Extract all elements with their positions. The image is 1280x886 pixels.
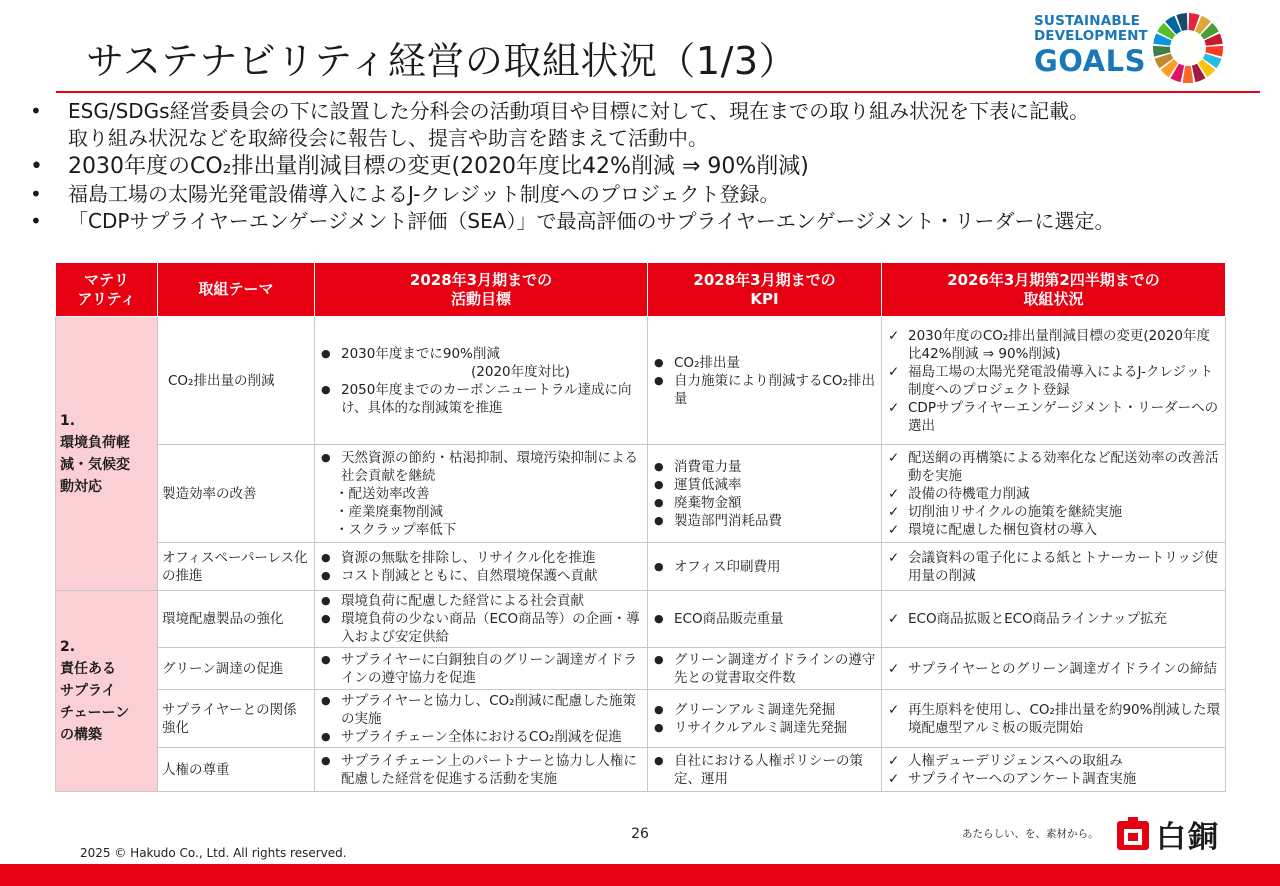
list-item: ● 資源の無駄を排除し、リサイクル化を推進: [321, 549, 596, 566]
list-item: ● オフィス印刷費用: [654, 558, 781, 575]
materiality-supply-chain: 2. 責任ある サプライ チェーーン の構築: [56, 591, 158, 792]
check-icon: ✓: [888, 611, 900, 627]
goals-cell: [315, 690, 648, 748]
goals-cell: [315, 591, 648, 648]
table-row: [56, 317, 1226, 445]
summary-bullet-text: 2030年度のCO₂排出量削減目標の変更(2020年度比42%削減 ⇒ 90%削減): [68, 154, 809, 179]
check-icon: ✓: [888, 399, 900, 416]
bullet-dot: •: [30, 154, 43, 179]
list-item: ✓ サプライヤーへのアンケート調査実施: [888, 770, 1137, 787]
check-icon: ✓: [888, 770, 900, 787]
goals-cell: [315, 748, 648, 792]
copyright: 2025 © Hakudo Co., Ltd. All rights reserved.: [80, 846, 347, 860]
list-item: ● リサイクルアルミ調達先発掘: [654, 719, 848, 736]
check-icon: ✓: [888, 549, 900, 566]
summary-bullet: [30, 98, 1250, 152]
kpi-cell: [648, 543, 882, 591]
list-item: ✓ 再生原料を使用し、CO₂排出量を約90%削減した環境配慮型アルミ板の販売開始: [888, 701, 1220, 736]
page-number: 26: [631, 826, 649, 842]
check-icon: ✓: [888, 363, 900, 380]
check-icon: ✓: [888, 503, 900, 520]
list-item: ● サプライヤーに白銅独自のグリーン調達ガイドラインの遵守協力を促進: [321, 651, 637, 686]
check-icon: ✓: [888, 701, 900, 718]
list-item: ● サプライヤーと協力し、CO₂削減に配慮した施策の実施: [321, 692, 637, 727]
summary-bullets: [30, 98, 1250, 235]
list-item: ● 運賃低減率: [654, 476, 742, 493]
list-item: ● コスト削減とともに、自然環境保護へ貢献: [321, 567, 598, 584]
summary-bullet: [30, 181, 1250, 208]
kpi-cell: [648, 648, 882, 690]
list-item: ✓ 切削油リサイクルの施策を継続実施: [888, 503, 1123, 520]
table-row: [56, 543, 1226, 591]
sdg-logo-text: [1034, 13, 1148, 78]
list-item: ● 環境負荷に配慮した経営による社会貢献: [321, 593, 584, 609]
goals-cell: [315, 317, 648, 445]
header-materiality: マテリ アリティ: [56, 263, 158, 317]
header-status: 2026年3月期第2四半期までの 取組状況: [882, 263, 1226, 317]
company-logo: [1116, 812, 1220, 856]
list-item: ✓ 人権デューデリジェンスへの取組み: [888, 752, 1123, 769]
list-item: ● グリーン調達ガイドラインの遵守先との覚書取交件数: [654, 651, 876, 686]
theme-cell: グリーン調達の促進: [158, 648, 315, 690]
theme-cell: サプライヤーとの関係強化: [158, 690, 315, 748]
table-row: [56, 648, 1226, 690]
list-item: ● 自力施策により削減するCO₂排出量: [654, 372, 875, 407]
list-item: ● 廃棄物金額: [654, 494, 742, 511]
list-item: ✓ 設備の待機電力削減: [888, 485, 1030, 502]
footer-bar: [0, 864, 1280, 886]
summary-bullet-text: ESG/SDGs経営委員会の下に設置した分科会の活動項目や目標に対して、現在までの取り組み状況を下表に記載。: [68, 99, 1090, 123]
table-row: [56, 591, 1226, 648]
company-tagline: あたらしい、を、素材から。: [962, 828, 1099, 840]
table-header-row: [56, 263, 1226, 317]
list-item: ● 2030年度までに90%削減 (2020年度対比): [321, 345, 570, 380]
goals-cell: ● 天然資源の節約・枯渇抑制、環境汚染抑制による社会貢献を継続 ・配送効率改善 ・産業廃棄物削減 ・スクラップ率低下: [315, 445, 648, 543]
list-item: ● 2050年度までのカーボンニュートラル達成に向け、具体的な削減策を推進: [321, 381, 632, 416]
summary-bullet: [30, 153, 1250, 181]
summary-bullet: [30, 208, 1250, 235]
list-item: ✓ CDPサプライヤーエンゲージメント・リーダーへの選出: [888, 399, 1219, 434]
kpi-cell: [648, 748, 882, 792]
list-item: ● 天然資源の節約・枯渇抑制、環境汚染抑制による社会貢献を継続: [321, 449, 638, 484]
theme-cell: オフィスペーパーレス化の推進: [158, 543, 315, 591]
list-item: ● サプライチェーン上のパートナーと協力し人権に配慮した経営を促進する活動を実施: [321, 752, 637, 787]
check-icon: ✓: [888, 521, 900, 538]
header-goals: 2028年3月期までの 活動目標: [315, 263, 648, 317]
list-item: ✓ ECO商品拡販とECO商品ラインナップ拡充: [888, 611, 1167, 627]
status-cell: [882, 748, 1226, 792]
page-title: サステナビリティ経営の取組状況（1/3）: [86, 39, 798, 83]
company-name: 白銅: [1156, 820, 1220, 855]
list-item: ● サプライチェーン全体におけるCO₂削減を促進: [321, 728, 622, 745]
summary-bullet-text: 取り組み状況などを取締役会に報告し、提言や助言を踏まえて活動中。: [68, 126, 708, 150]
list-item: ● CO₂排出量: [654, 354, 740, 371]
sdg-logo-line1: SUSTAINABLE: [1034, 13, 1141, 29]
bullet-dot: •: [30, 99, 42, 123]
list-item: ● グリーンアルミ調達先発掘: [654, 701, 836, 718]
table-row: [56, 690, 1226, 748]
goals-cell: [315, 543, 648, 591]
title-underline: [56, 91, 1260, 93]
goals-cell: [315, 648, 648, 690]
list-item: ✓ 環境に配慮した梱包資材の導入: [888, 521, 1097, 538]
bullet-dot: •: [30, 209, 42, 233]
status-cell: [882, 543, 1226, 591]
sdg-logo: [1034, 12, 1234, 82]
theme-cell: CO₂排出量の削減: [158, 317, 315, 445]
check-icon: ✓: [888, 660, 900, 677]
header-kpi: 2028年3月期までの KPI: [648, 263, 882, 317]
status-cell: [882, 317, 1226, 445]
check-icon: ✓: [888, 327, 900, 344]
sustainability-table: [55, 262, 1226, 792]
list-item: ✓ 会議資料の電子化による紙とトナーカートリッジ使用量の削減: [888, 549, 1218, 584]
sdg-logo-line2: DEVELOPMENT: [1034, 28, 1148, 44]
list-item: ● ECO商品販売重量: [654, 611, 784, 627]
check-icon: ✓: [888, 485, 900, 502]
list-item: ✓ サプライヤーとのグリーン調達ガイドラインの締結: [888, 660, 1218, 677]
bullet-dot: •: [30, 182, 42, 206]
summary-bullet-text: 「CDPサプライヤーエンゲージメント評価（SEA）」で最高評価のサプライヤーエンゲージメント・リーダーに選定。: [68, 209, 1115, 233]
sdg-wheel-segment: [1183, 66, 1194, 83]
list-item: ✓ 福島工場の太陽光発電設備導入によるJ-クレジット制度へのプロジェクト登録: [888, 363, 1214, 398]
table-row: [56, 445, 1226, 543]
header-theme: 取組テーマ: [158, 263, 315, 317]
kpi-cell: [648, 317, 882, 445]
sdg-wheel-icon: [1152, 12, 1224, 84]
check-icon: ✓: [888, 449, 900, 466]
kpi-cell: [648, 591, 882, 648]
list-item: ✓ 配送網の再構築による効率化など配送効率の改善活動を実施: [888, 449, 1219, 484]
list-item: ● 消費電力量: [654, 458, 742, 475]
theme-cell: 人権の尊重: [158, 748, 315, 792]
theme-cell: 環境配慮製品の強化: [158, 591, 315, 648]
list-item: ● 環境負荷の少ない商品（ECO商品等）の企画・導入および安定供給: [321, 611, 640, 645]
kpi-cell: [648, 690, 882, 748]
materiality-environment: 1. 環境負荷軽 減・気候変 動対応: [56, 317, 158, 591]
status-cell: [882, 445, 1226, 543]
check-icon: ✓: [888, 752, 900, 769]
list-item: ● 製造部門消耗品費: [654, 512, 782, 529]
kpi-cell: [648, 445, 882, 543]
sdg-logo-line3: GOALS: [1034, 44, 1146, 78]
status-cell: [882, 690, 1226, 748]
table-row: [56, 748, 1226, 792]
status-cell: [882, 648, 1226, 690]
summary-bullet-text: 福島工場の太陽光発電設備導入によるJ-クレジット制度へのプロジェクト登録。: [68, 182, 780, 206]
theme-cell: 製造効率の改善: [158, 445, 315, 543]
list-item: ✓ 2030年度のCO₂排出量削減目標の変更(2020年度比42%削減 ⇒ 90%削減): [888, 327, 1210, 362]
list-item: ● 自社における人権ポリシーの策定、運用: [654, 752, 863, 787]
hakudo-logo-icon: [1116, 817, 1150, 851]
status-cell: [882, 591, 1226, 648]
